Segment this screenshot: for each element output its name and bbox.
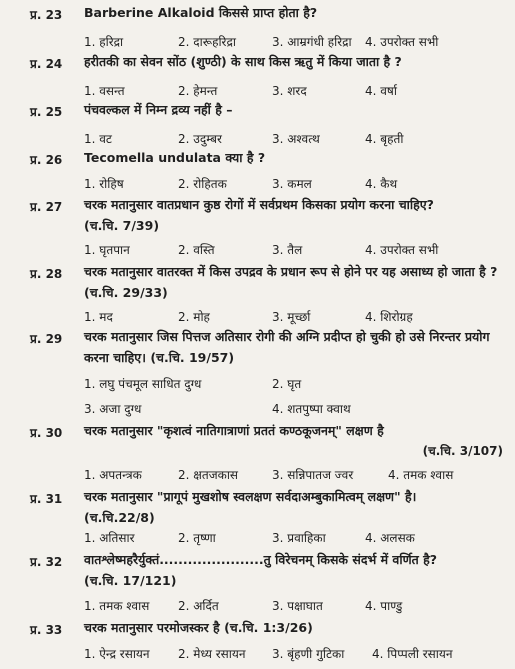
question-text — [84, 326, 502, 368]
option-1: 1. ऐन्द्र रसायन — [84, 647, 150, 661]
option-2: 2. वस्ति — [178, 243, 215, 257]
option-2: 2. दारूहरिद्रा — [178, 35, 236, 49]
option-1: 1. अतिसार — [84, 531, 135, 545]
option-2: 2. तृष्णा — [178, 531, 216, 545]
option-4: 4. वर्षा — [365, 84, 397, 98]
option-3: 3. सन्निपातज ज्वर — [272, 468, 354, 482]
question-number: प्र. 26 — [30, 153, 63, 167]
option-3: 3. आम्रगंधी हरिद्रा — [272, 35, 352, 49]
question-text-body: चरक मतानुसार वातप्रधान कुष्ठ रोगों में सर्वप्रथम किसका प्रयोग करना चाहिए? — [84, 197, 434, 212]
question-number: प्र. 30 — [30, 426, 63, 440]
option-4: 4. तमक श्वास — [388, 468, 454, 482]
option-3: 3. मूर्च्छा — [272, 310, 311, 324]
question-text: पंचवल्कल में निम्न द्रव्य नहीं है – — [84, 102, 233, 117]
option-2: 2. मोह — [178, 310, 210, 324]
option-2: 2. उदुम्बर — [178, 132, 222, 146]
option-2: 2. घृत — [272, 377, 302, 391]
option-3: 3. प्रवाहिका — [272, 531, 326, 545]
option-1: 1. हरिद्रा — [84, 35, 124, 49]
option-1: 1. रोहिष — [84, 177, 124, 191]
question-number: प्र. 33 — [30, 623, 63, 637]
option-1: 1. घृतपान — [84, 243, 130, 257]
option-1: 1. लघु पंचमूल साधित दुग्ध — [84, 377, 202, 391]
question-number: प्र. 24 — [30, 57, 63, 71]
question-text-body: चरक मतानुसार वातरक्त में किस उपद्रव के प्रधान रूप से होने पर यह असाध्य हो जाता है ? — [84, 264, 498, 279]
option-4: 4. पिप्पली रसायन — [372, 647, 453, 661]
question-text-body: चरक मतानुसार जिस पित्तज अतिसार रोगी की अग्नि प्रदीप्त हो चुकी हो उसे निरन्तर प्रयोग करना चाहिए। — [84, 329, 490, 365]
question-text — [84, 194, 502, 236]
option-3: 3. अजा दुग्ध — [84, 402, 142, 416]
option-3: 3. तैल — [272, 243, 303, 257]
question-text-body: चरक मतानुसार "प्रागूपं मुखशोष स्वलक्षण सर्वदाअम्बुकामित्वम् लक्षण" है। — [84, 489, 417, 504]
option-1: 1. तमक श्वास — [84, 599, 150, 613]
option-4: 4. शतपुष्पा क्वाथ — [272, 402, 351, 416]
question-text: Tecomella undulata क्या है ? — [84, 150, 266, 165]
question-text: चरक मतानुसार "कृशत्वं नातिगात्राणां प्रततं कण्ठकूजनम्" लक्षण है — [84, 423, 384, 438]
option-2: 2. मेध्य रसायन — [178, 647, 246, 661]
option-4: 4. उपरोक्त सभी — [365, 243, 439, 257]
chapter-reference: (च.चि. 1:3/26) — [224, 620, 313, 635]
question-text — [84, 617, 502, 638]
question-text-body: चरक मतानुसार परमोजस्कर है — [84, 620, 220, 635]
option-1: 1. वट — [84, 132, 112, 146]
question-number: प्र. 32 — [30, 555, 63, 569]
question-text-body: वातश्लेष्महरैर्युक्तं......................तु विरेचनम् किसके संदर्भ में वर्णित है? — [84, 552, 438, 567]
option-3: 3. पक्षाघात — [272, 599, 323, 613]
option-3: 3. शरद — [272, 84, 307, 98]
question-number: प्र. 28 — [30, 267, 63, 281]
question-text: Barberine Alkaloid किससे प्राप्त होता है? — [84, 5, 318, 20]
question-text — [84, 549, 502, 591]
chapter-reference: (च.चि.22/8) — [84, 510, 155, 525]
option-4: 4. उपरोक्त सभी — [365, 35, 439, 49]
question-number: प्र. 29 — [30, 332, 63, 346]
option-3: 3. कमल — [272, 177, 312, 191]
chapter-reference: (च.चि. 29/33) — [84, 285, 168, 300]
option-1: 1. वसन्त — [84, 84, 125, 98]
option-4: 4. बृहती — [365, 132, 404, 146]
chapter-reference: (च.चि. 3/107) — [422, 444, 503, 458]
question-number: प्र. 25 — [30, 105, 63, 119]
option-2: 2. हेमन्त — [178, 84, 218, 98]
chapter-reference: (च.चि. 7/39) — [84, 218, 160, 233]
option-4: 4. कैथ — [365, 177, 398, 191]
option-2: 2. क्षतजकास — [178, 468, 239, 482]
option-3: 3. बृंहणी गुटिका — [272, 647, 345, 661]
option-4: 4. पाण्डु — [365, 599, 403, 613]
chapter-reference: (च.चि. 19/57) — [150, 350, 235, 365]
option-1: 1. अपतन्त्रक — [84, 468, 142, 482]
question-text — [84, 486, 502, 528]
option-2: 2. अर्दित — [178, 599, 219, 613]
question-number: प्र. 27 — [30, 200, 63, 214]
option-1: 1. मद — [84, 310, 113, 324]
question-number: प्र. 23 — [30, 8, 63, 22]
option-4: 4. अलसक — [365, 531, 415, 545]
option-2: 2. रोहितक — [178, 177, 227, 191]
chapter-reference: (च.चि. 17/121) — [84, 573, 177, 588]
question-number: प्र. 31 — [30, 492, 63, 506]
question-text: हरीतकी का सेवन सोंठ (शुण्ठी) के साथ किस ऋतु में किया जाता है ? — [84, 54, 402, 69]
question-text — [84, 261, 502, 303]
option-4: 4. शिरोग्रह — [365, 310, 413, 324]
option-3: 3. अश्वत्थ — [272, 132, 320, 146]
